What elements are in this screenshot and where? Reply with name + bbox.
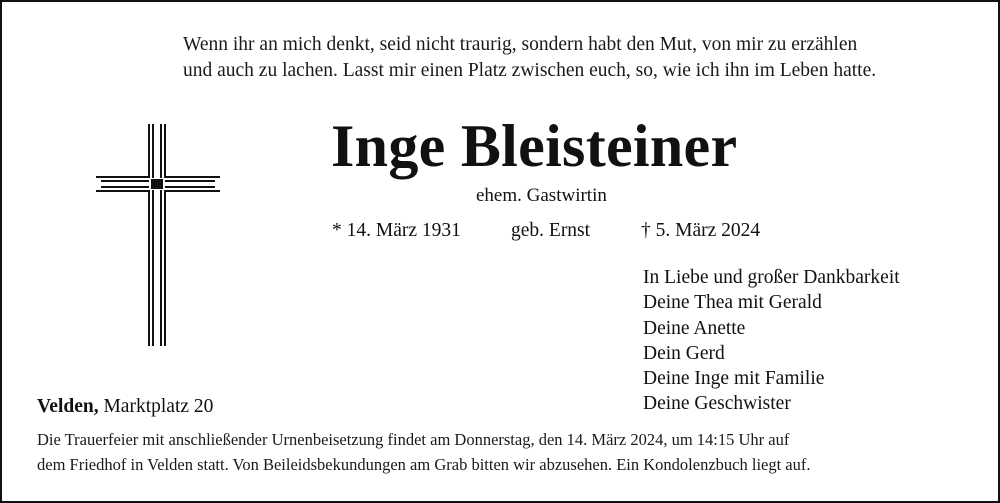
- address: [37, 394, 213, 420]
- notice-line: dem Friedhof in Velden statt. Von Beileidsbekundungen am Grab bitten wir abzusehen. Ein Kondolenzbuch liegt auf.: [37, 455, 811, 474]
- address-city: Velden,: [37, 396, 99, 417]
- cross-icon: [96, 124, 220, 346]
- mourner-line: Deine Inge mit Familie: [643, 368, 825, 390]
- notice-line: Die Trauerfeier mit anschließender Urnenbeisetzung findet am Donnerstag, den 14. März 2024, um 14:15 Uhr auf: [37, 430, 790, 449]
- deceased-name: Inge Bleisteiner: [331, 113, 738, 179]
- motto-line: und auch zu lachen. Lasst mir einen Platz zwischen euch, so, wie ich ihn im Leben hatte.: [183, 60, 877, 81]
- mourner-line: Deine Geschwister: [643, 393, 791, 415]
- motto-line: Wenn ihr an mich denkt, seid nicht traurig, sondern habt den Mut, von mir zu erzählen: [183, 34, 858, 55]
- mourners-list: [643, 265, 900, 417]
- mourner-line: In Liebe und großer Dankbarkeit: [643, 267, 900, 288]
- address-street: Marktplatz 20: [103, 396, 214, 417]
- motto-quote: [183, 32, 983, 84]
- deceased-occupation: ehem. Gastwirtin: [476, 185, 607, 206]
- mourner-line: Dein Gerd: [643, 342, 725, 364]
- death-date: † 5. März 2024: [641, 220, 761, 241]
- mourner-line: Deine Thea mit Gerald: [643, 292, 822, 314]
- funeral-notice: [37, 427, 977, 477]
- mourner-line: Deine Anette: [643, 317, 746, 339]
- birth-date: * 14. März 1931: [332, 220, 461, 241]
- maiden-name: geb. Ernst: [511, 220, 591, 241]
